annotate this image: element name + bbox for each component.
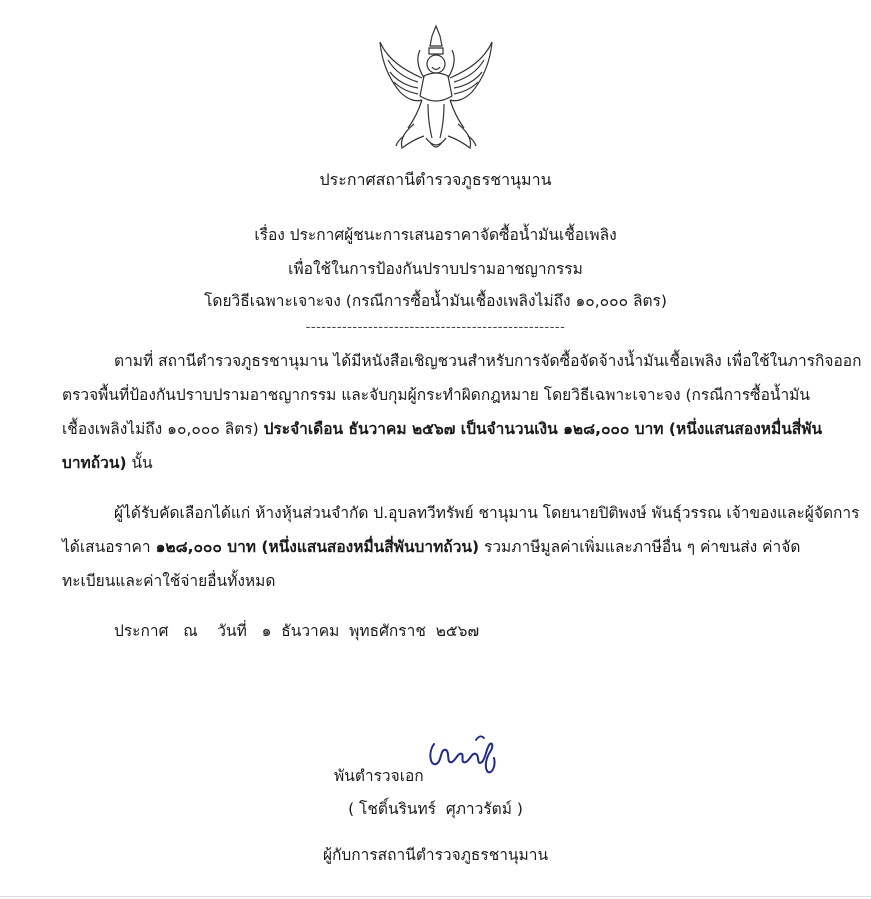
paragraph-background (62, 344, 862, 480)
subject-line-3: โดยวิธีเฉพาะเจาะจง (กรณีการซื้อน้ำมันเชื้องเพลิงไม่ถึง ๑๐,๐๐๐ ลิตร) (204, 292, 667, 310)
para1-line-2: ตรวจพื้นที่ป้องกันปราบปรามอาชญากรรม และจับกุมผู้กระทำผิดกฎหมาย โดยวิธีเฉพาะเจาะจง (กรณีการซื้อน้ำมัน (62, 386, 810, 404)
document-title: ประกาศสถานีตำรวจภูธรชานุมาน (319, 170, 552, 189)
para2-line-2-bold: ๑๒๘,๐๐๐ บาท (หนึ่งแสนสองหมื่นสี่พันบาทถ้วน) (155, 538, 480, 556)
subject-line-1: เรื่อง ประกาศผู้ชนะการเสนอราคาจัดซื้อน้ำมันเชื้อเพลิง (254, 226, 617, 244)
para1-line-3 (62, 412, 824, 446)
para1-line-3-normal: เชื้องเพลิงไม่ถึง ๑๐,๐๐๐ ลิตร) (62, 420, 264, 438)
divider-line: -------------------------------------------------- (305, 320, 566, 335)
para1-line-1: ตามที่ สถานีตำรวจภูธรชานุมาน ได้มีหนังสือเชิญชวนสำหรับการจัดซื้อจัดจ้างน้ำมันเชื้อเพลิง เพื่อใช้ในภารกิจออก (114, 352, 862, 370)
signer-name: ( โชติ์นรินทร์ ศุภาวรัตม์ ) (348, 800, 523, 818)
para1-line-4-normal: นั้น (126, 454, 153, 472)
para1-line-4-bold: บาทถ้วน) (62, 454, 127, 472)
page-bottom-divider (0, 896, 871, 897)
signer-position: ผู้กับการสถานีตำรวจภูธรชานุมาน (322, 846, 549, 864)
announce-date: ประกาศ ณ วันที่ ๑ ธันวาคม พุทธศักราช ๒๕๖๗ (114, 622, 480, 640)
garuda-emblem-icon (374, 20, 498, 156)
para1-line-3-bold: ประจำเดือน ธันวาคม ๒๕๖๗ เป็นจำนวนเงิน ๑๒๘,๐๐๐ บาท (หนึ่งแสนสองหมื่นสี่พัน (263, 420, 823, 438)
subject-line-2: เพื่อใช้ในการป้องกันปราบปรามอาชญากรรม (288, 260, 583, 278)
para2-line-2 (62, 530, 824, 564)
para1-line-4 (62, 446, 824, 480)
para2-line-2-tail: รวมภาษีมูลค่าเพิ่มและภาษีอื่น ๆ ค่าขนส่ง ค่าจัด (479, 538, 801, 556)
signature-icon (424, 730, 502, 776)
para2-line-3: ทะเบียนและค่าใช้จ่ายอื่นทั้งหมด (62, 572, 276, 590)
para2-line-2-normal: ได้เสนอราคา (62, 538, 156, 556)
signer-rank: พันตำรวจเอก (334, 767, 424, 785)
paragraph-winner (62, 496, 860, 598)
para2-line-1: ผู้ได้รับคัดเลือกได้แก่ ห้างหุ้นส่วนจำกัด ป.อุบลทวีทรัพย์ ชานุมาน โดยนายปิติพงษ์ พันธุ์วรรณ เจ้าของและผู้จัดการ (114, 504, 860, 522)
